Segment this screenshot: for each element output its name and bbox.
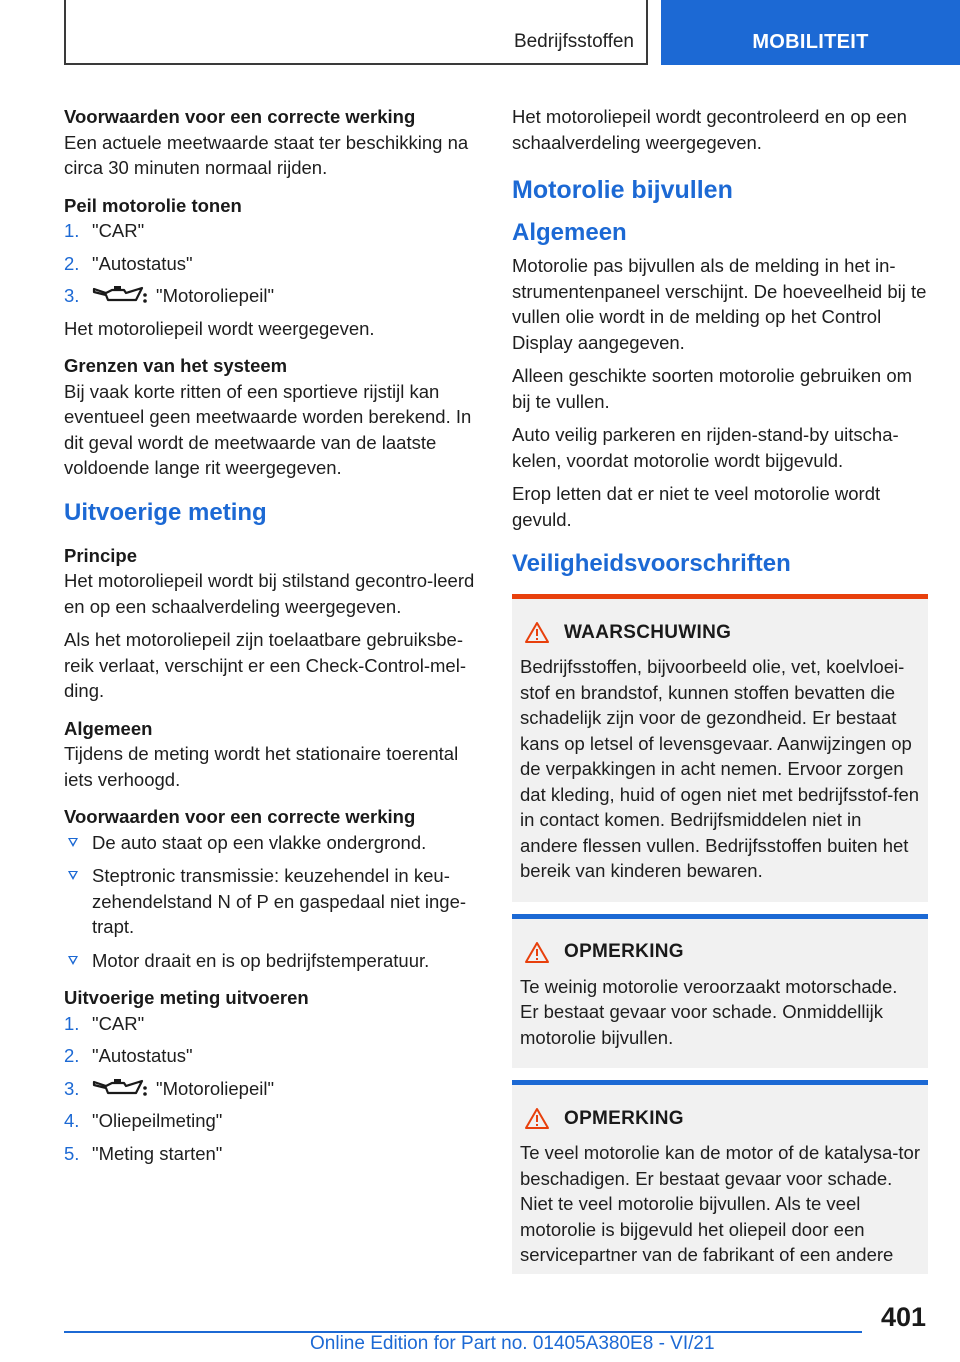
general-title: Algemeen xyxy=(64,717,153,739)
step-number: 1. xyxy=(64,1012,80,1034)
step-number: 3. xyxy=(64,285,80,306)
header-chapter-tab[interactable] xyxy=(661,0,960,65)
step-text: "Autostatus" xyxy=(92,1045,193,1066)
condition-title: Voorwaarden voor een correcte werking xyxy=(64,106,416,127)
note-title-text: OPMERKING xyxy=(564,1107,684,1129)
principle-title: Principe xyxy=(64,544,137,566)
bullet-text: De auto staat op een vlakke ondergrond. xyxy=(92,831,427,853)
show-oil-title: Peil motorolie tonen xyxy=(64,194,242,216)
principle-text-1: Het motoroliepeil wordt bij stilstand gecontro-leerd en op een schaalverdeling weergegeven. xyxy=(64,570,475,617)
step-text: "Autostatus" xyxy=(92,252,193,274)
list-item xyxy=(64,218,482,244)
warning-text: Bedrijfsstoffen, bijvoorbeeld olie, vet, koelvloei-stof en brandstof, kunnen stoffen bevatten die schadelijk zijn voor de gezondheid. Er bestaat kans op letsel of levensgevaar. Aanwijzingen op de verpakkingen in acht nemen. Ervoor zorgen dat kleding, huid of ogen niet met bedrijfsstof-fen in contact komen. Bedrijfsmiddelen niet in andere flessen vullen. Bedrijfsstoffen buiten het bereik van kinderen bewaren. xyxy=(520,656,920,881)
condition-text: Een actuele meetwaarde staat ter beschikking na circa 30 minuten normaal rijden. xyxy=(64,131,469,178)
step-text: "Motoroliepeil" xyxy=(156,1077,275,1099)
warning-triangle-icon xyxy=(524,941,550,964)
list-item xyxy=(64,830,482,856)
warning-triangle-icon xyxy=(524,1107,550,1130)
limits-text: Bij vaak korte ritten of een sportieve rijstijl kan eventueel geen meetwaarde worden berekend. In dit geval wordt de meetwaarde van de laatste voldoende lange rit weergegeven. xyxy=(64,380,472,478)
step-number: 2. xyxy=(64,252,80,274)
oil-can-icon xyxy=(92,1078,148,1098)
list-item xyxy=(64,863,482,940)
warning-box xyxy=(512,594,928,902)
warning-triangle-icon xyxy=(524,621,550,644)
bullet-triangle-icon xyxy=(68,838,78,847)
general-heading: Algemeen xyxy=(512,219,627,246)
note-text: Te weinig motorolie veroorzaakt motorschade. Er bestaat gevaar voor schade. Onmiddellijk motorolie bijvullen. xyxy=(520,975,898,1048)
limits-title: Grenzen van het systeem xyxy=(64,355,288,376)
warning-title xyxy=(520,621,920,644)
chapter-label: MOBILITEIT xyxy=(752,31,869,53)
right-column xyxy=(512,104,928,1286)
oil-can-icon xyxy=(92,285,148,305)
list-item xyxy=(64,283,482,309)
note-title-text: OPMERKING xyxy=(564,941,684,962)
general-text: Tijdens de meting wordt het stationaire toerental iets verhoogd. xyxy=(64,743,459,790)
step-text: "Motoroliepeil" xyxy=(156,285,275,306)
bullet-text: Steptronic transmissie: keuzehendel in keu-zehendelstand N of P en gaspedaal niet inge-trapt. xyxy=(92,865,467,937)
list-item xyxy=(64,1076,482,1102)
refill-paragraph-4: Erop letten dat er niet te veel motorolie wordt gevuld. xyxy=(512,483,881,530)
refill-paragraph-1: Motorolie pas bijvullen als de melding in het in-strumentenpaneel verschijnt. De hoeveelheid bij te vullen olie wordt in de melding op het Control Display aangegeven. xyxy=(512,255,927,353)
show-oil-steps xyxy=(64,218,482,309)
step-text: "CAR" xyxy=(92,1012,145,1034)
list-item xyxy=(64,251,482,277)
intro-text: Het motoroliepeil wordt gecontroleerd en op een schaalverdeling weergegeven. xyxy=(512,106,907,153)
note-box-1 xyxy=(512,914,928,1069)
list-item xyxy=(64,1043,482,1069)
step-text: "Oliepeilmeting" xyxy=(92,1110,223,1131)
step-text: "Meting starten" xyxy=(92,1142,223,1164)
perform-title: Uitvoerige meting uitvoeren xyxy=(64,987,309,1008)
note-box-2 xyxy=(512,1080,928,1274)
refill-heading: Motorolie bijvullen xyxy=(512,176,733,204)
warning-title-text: WAARSCHUWING xyxy=(564,621,732,643)
condition-2-list xyxy=(64,830,482,974)
safety-heading: Veiligheidsvoorschriften xyxy=(512,550,791,577)
extended-measurement-heading: Uitvoerige meting xyxy=(64,498,267,526)
note-title xyxy=(520,941,920,964)
principle-text-2: Als het motoroliepeil zijn toelaatbare gebruiksbe-reik verlaat, verschijnt er een Check-Control-mel-ding. xyxy=(64,629,466,701)
bullet-text: Motor draait en is op bedrijfstemperatuur. xyxy=(92,949,430,971)
list-item xyxy=(64,1108,482,1134)
step-number: 2. xyxy=(64,1045,80,1066)
note-text: Te veel motorolie kan de motor of de katalysa-tor beschadigen. Er bestaat gevaar voor schade. Niet te veel motorolie bijvullen. Als te veel motorolie is bijgevuld het oliepeil door een servicepartner van de fabrikant of een andere xyxy=(520,1142,920,1265)
section-label: Bedrijfsstoffen xyxy=(513,31,634,52)
perform-steps xyxy=(64,1011,482,1167)
refill-paragraph-3: Auto veilig parkeren en rijden-stand-by uitscha-kelen, voordat motorolie wordt bijgevuld. xyxy=(512,424,899,471)
note-title xyxy=(520,1107,920,1130)
bullet-triangle-icon xyxy=(68,956,78,965)
step-number: 4. xyxy=(64,1110,80,1131)
refill-paragraph-2: Alleen geschikte soorten motorolie gebruiken om bij te vullen. xyxy=(512,365,913,412)
left-column xyxy=(64,104,482,1173)
step-number: 1. xyxy=(64,220,80,241)
list-item xyxy=(64,1011,482,1037)
step-number: 3. xyxy=(64,1077,80,1099)
step-text: "CAR" xyxy=(92,220,145,241)
condition-2-title: Voorwaarden voor een correcte werking xyxy=(64,806,416,827)
bullet-triangle-icon xyxy=(68,871,78,880)
step-number: 5. xyxy=(64,1142,80,1164)
list-item xyxy=(64,948,482,974)
list-item xyxy=(64,1141,482,1167)
page-number: 401 xyxy=(880,1302,926,1332)
footer-edition-text: Online Edition for Part no. 01405A380E8 - VI/21 xyxy=(310,1333,715,1354)
show-oil-result: Het motoroliepeil wordt weergegeven. xyxy=(64,317,375,339)
header-section-tab xyxy=(64,0,648,65)
